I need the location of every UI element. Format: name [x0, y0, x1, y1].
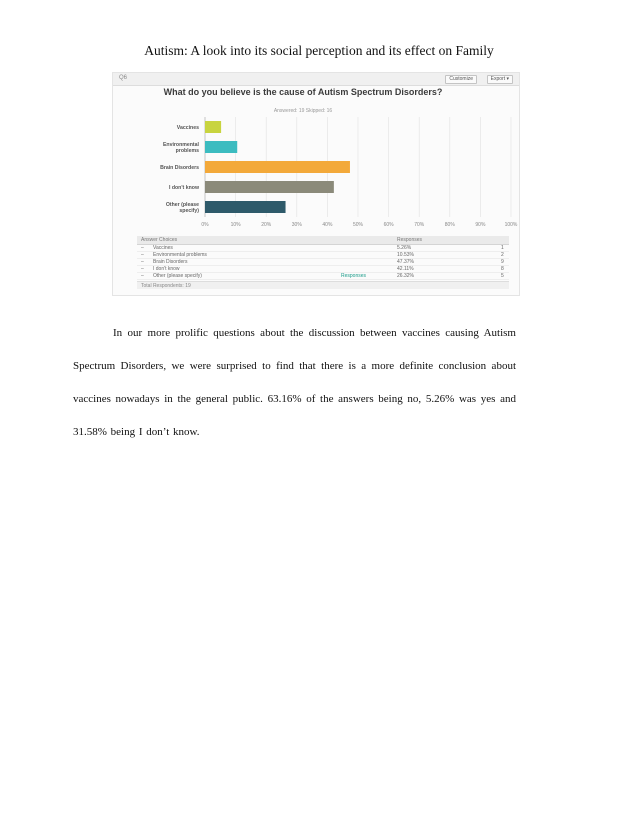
row-count: 8	[501, 266, 504, 272]
row-label: Brain Disorders	[153, 259, 188, 265]
chart-title: What do you believe is the cause of Autism Spectrum Disorders?	[163, 87, 443, 97]
x-tick-label: 50%	[352, 222, 364, 228]
x-tick-label: 10%	[230, 222, 241, 228]
row-label: Other (please specify)	[153, 273, 202, 279]
page-title: Autism: A look into its social perception and its effect on Family	[144, 43, 494, 58]
x-tick-label: 70%	[414, 222, 425, 228]
survey-toolbar	[113, 73, 519, 86]
row-bullet: –	[141, 245, 144, 251]
row-label: I don't know	[153, 266, 180, 272]
export-button[interactable]: Export ▾	[487, 75, 513, 84]
row-bullet: –	[141, 273, 144, 279]
responses-link[interactable]: Responses	[341, 273, 367, 279]
row-count: 2	[501, 252, 504, 258]
table-row	[137, 245, 509, 252]
table-row	[137, 259, 509, 266]
category-label: Vaccines	[176, 125, 199, 131]
row-pct: 10.53%	[397, 252, 414, 258]
x-tick-label: 20%	[261, 222, 272, 228]
bar-0	[205, 121, 221, 133]
row-bullet: –	[141, 259, 144, 265]
x-tick-label: 30%	[291, 222, 302, 228]
table-header	[137, 236, 509, 245]
x-tick-label: 80%	[444, 222, 455, 228]
question-number: Q6	[119, 75, 128, 81]
body-paragraph	[73, 317, 516, 449]
row-pct: 47.37%	[397, 259, 414, 265]
row-pct: 42.11%	[397, 266, 414, 272]
bar-4	[205, 201, 286, 213]
bar-1	[205, 141, 237, 153]
answered-skipped: Answered: 19 Skipped: 16	[273, 108, 333, 114]
category-label: Brain Disorders	[160, 165, 199, 171]
row-count: 1	[501, 245, 504, 251]
x-tick-label: 0%	[201, 222, 209, 228]
total-respondents: Total Respondents: 19	[141, 283, 191, 289]
row-count: 9	[501, 259, 504, 265]
bar-3	[205, 181, 334, 193]
category-label: Environmental problems	[162, 142, 199, 154]
row-pct: 26.32%	[397, 273, 414, 279]
paragraph-text: In our more prolific questions about the discussion between vaccines causing Autism Spectrum Disorders, we were surprised to find that there is a more definite conclusion about vaccines nowadays in the general public. 63.16% of the answers being no, 5.26% was yes and 31.58% being I don’t know.	[73, 327, 516, 438]
x-tick-label: 90%	[475, 222, 486, 228]
survey-figure	[112, 72, 520, 296]
table-row	[137, 252, 509, 259]
bar-chart	[113, 113, 519, 231]
row-bullet: –	[141, 252, 144, 258]
x-tick-label: 40%	[322, 222, 333, 228]
col-answer-choices: Answer Choices	[141, 237, 178, 243]
row-label: Environmental problems	[153, 252, 207, 258]
category-label: I don't know	[168, 185, 199, 191]
table-row	[137, 266, 509, 273]
table-footer	[137, 281, 509, 289]
bar-2	[205, 161, 350, 173]
row-pct: 5.26%	[397, 245, 412, 251]
table-row	[137, 273, 509, 280]
col-responses: Responses	[397, 237, 423, 243]
category-label: Other (please specify)	[165, 202, 199, 214]
row-count: 5	[501, 273, 504, 279]
responses-table	[137, 236, 509, 289]
customize-button[interactable]: Customize	[445, 75, 477, 84]
x-tick-label: 60%	[383, 222, 394, 228]
row-label: Vaccines	[153, 245, 173, 251]
x-tick-label: 100%	[504, 222, 518, 228]
row-bullet: –	[141, 266, 144, 272]
